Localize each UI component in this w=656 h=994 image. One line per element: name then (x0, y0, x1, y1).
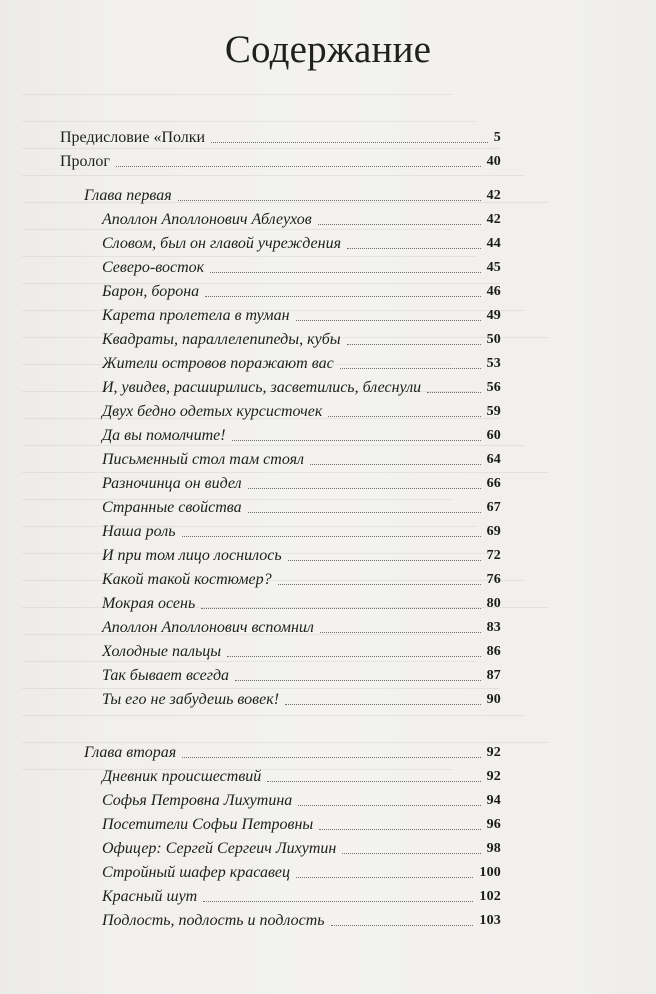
page-edge-shading (584, 0, 656, 994)
entry-title: Мокрая осень (102, 595, 196, 612)
entry-title: И, увидев, расширились, засветились, блеснули (102, 379, 422, 396)
entry-title: Барон, борона (102, 283, 200, 300)
front-matter-entry (60, 123, 501, 147)
entry-title: Северо-восток (102, 259, 205, 276)
entry-title: Аполлон Аполлонович Аблеухов (102, 211, 312, 228)
entry-title: Глава первая (84, 187, 172, 204)
dot-leader (211, 141, 488, 143)
entry-title: Софья Петровна Лихутина (102, 792, 293, 809)
page-number: 66 (486, 476, 501, 491)
dot-leader (178, 199, 481, 201)
page-number: 72 (486, 548, 501, 563)
page-number: 42 (486, 188, 501, 203)
dot-leader (182, 535, 481, 537)
entry-title: Странные свойства (102, 499, 242, 516)
toc-entry (60, 397, 501, 421)
toc-entry (60, 469, 501, 493)
entry-title: Подлость, подлость и подлость (102, 912, 325, 929)
chapter-heading (60, 738, 501, 762)
dot-leader (296, 319, 481, 321)
toc-entry (60, 277, 501, 301)
entry-title: Словом, был он главой учреждения (102, 235, 341, 252)
page-number: 44 (486, 236, 501, 251)
show-through-line (22, 715, 524, 716)
dot-leader (248, 511, 481, 513)
dot-leader (340, 367, 481, 369)
toc-entry (60, 301, 501, 325)
entry-title: Холодные пальцы (102, 643, 222, 660)
page-number: 90 (486, 692, 501, 707)
page-number: 76 (486, 572, 501, 587)
toc-entry (60, 661, 501, 685)
entry-title: Двух бедно одетых курсисточек (102, 403, 323, 420)
page-number: 50 (486, 332, 501, 347)
entry-title: Стройный шафер красавец (102, 864, 290, 881)
entry-title: Дневник происшествий (102, 768, 262, 785)
entry-title: Да вы помолчите! (102, 427, 226, 444)
entry-title: Красный шут (102, 888, 198, 905)
page-number: 92 (486, 745, 501, 760)
toc-entry (60, 762, 501, 786)
dot-leader (235, 679, 481, 681)
page-number: 86 (486, 644, 501, 659)
page-number: 59 (486, 404, 501, 419)
dot-leader (232, 439, 481, 441)
chapter-heading (60, 181, 501, 205)
show-through-line (22, 121, 476, 122)
page-number: 100 (479, 865, 501, 880)
dot-leader (278, 583, 481, 585)
toc-entry (60, 205, 501, 229)
dot-leader (210, 271, 480, 273)
page-number: 60 (486, 428, 501, 443)
toc-entry (60, 882, 501, 906)
page-number: 102 (479, 889, 501, 904)
entry-title: Наша роль (102, 523, 176, 540)
dot-leader (248, 487, 481, 489)
entry-title: Жители островов поражают вас (102, 355, 334, 372)
dot-leader (201, 607, 480, 609)
entry-title: Аполлон Аполлонович вспомнил (102, 619, 314, 636)
entry-title: Предисловие «Полки (60, 129, 206, 146)
dot-leader (296, 876, 473, 878)
entry-title: Так бывает всегда (102, 667, 230, 684)
toc-entry (60, 373, 501, 397)
page-number: 40 (486, 154, 501, 169)
page-number: 49 (486, 308, 501, 323)
page-number: 94 (486, 793, 501, 808)
toc-entry (60, 493, 501, 517)
toc-entry (60, 349, 501, 373)
entry-title: Какой такой костюмер? (102, 571, 272, 588)
page-title: Содержание (224, 28, 432, 71)
dot-leader (227, 655, 481, 657)
dot-leader (347, 247, 481, 249)
dot-leader (320, 631, 481, 633)
toc-entry (60, 445, 501, 469)
page-number: 96 (486, 817, 501, 832)
page-number: 87 (486, 668, 501, 683)
toc-entry (60, 229, 501, 253)
dot-leader (328, 415, 480, 417)
toc-entry (60, 810, 501, 834)
dot-leader (331, 924, 474, 926)
dot-leader (182, 756, 480, 758)
page-number: 67 (486, 500, 501, 515)
entry-title: Разночинца он видел (102, 475, 242, 492)
page-number: 56 (486, 380, 501, 395)
page-number: 92 (486, 769, 501, 784)
dot-leader (298, 804, 480, 806)
toc-entry (60, 517, 501, 541)
toc-entry (60, 834, 501, 858)
toc-entry (60, 685, 501, 709)
dot-leader (285, 703, 481, 705)
dot-leader (319, 828, 480, 830)
toc-entry (60, 858, 501, 882)
page-number: 5 (493, 130, 501, 145)
dot-leader (288, 559, 481, 561)
show-through-line (22, 175, 524, 176)
dot-leader (116, 165, 481, 167)
page-number: 64 (486, 452, 501, 467)
toc-entry (60, 421, 501, 445)
dot-leader (205, 295, 480, 297)
toc-entry (60, 253, 501, 277)
dot-leader (347, 343, 481, 345)
page-number: 45 (486, 260, 501, 275)
page-number: 80 (486, 596, 501, 611)
dot-leader (318, 223, 481, 225)
page-number: 83 (486, 620, 501, 635)
entry-title: Квадраты, параллелепипеды, кубы (102, 331, 341, 348)
entry-title: Ты его не забудешь вовек! (102, 691, 280, 708)
front-matter-entry (60, 147, 501, 171)
entry-title: Глава вторая (84, 744, 177, 761)
entry-title: Офицер: Сергей Сергеич Лихутин (102, 840, 337, 857)
entry-title: Посетители Софьи Петровны (102, 816, 314, 833)
dot-leader (203, 900, 473, 902)
toc-entry (60, 786, 501, 810)
toc-entry (60, 589, 501, 613)
dot-leader (342, 852, 480, 854)
page-number: 42 (486, 212, 501, 227)
page-number: 53 (486, 356, 501, 371)
entry-title: Карета пролетела в туман (102, 307, 290, 324)
dot-leader (310, 463, 481, 465)
entry-title: И при том лицо лоснилось (102, 547, 282, 564)
dot-leader (427, 391, 480, 393)
toc-entry (60, 325, 501, 349)
page-number: 69 (486, 524, 501, 539)
toc-entry (60, 565, 501, 589)
toc-entry (60, 613, 501, 637)
entry-title: Письменный стол там стоял (102, 451, 305, 468)
page-number: 98 (486, 841, 501, 856)
toc-entry (60, 637, 501, 661)
toc-entry (60, 541, 501, 565)
toc-entry (60, 906, 501, 930)
page-number: 103 (479, 913, 501, 928)
show-through-line (22, 94, 452, 95)
dot-leader (267, 780, 480, 782)
entry-title: Пролог (60, 153, 110, 170)
page-number: 46 (486, 284, 501, 299)
